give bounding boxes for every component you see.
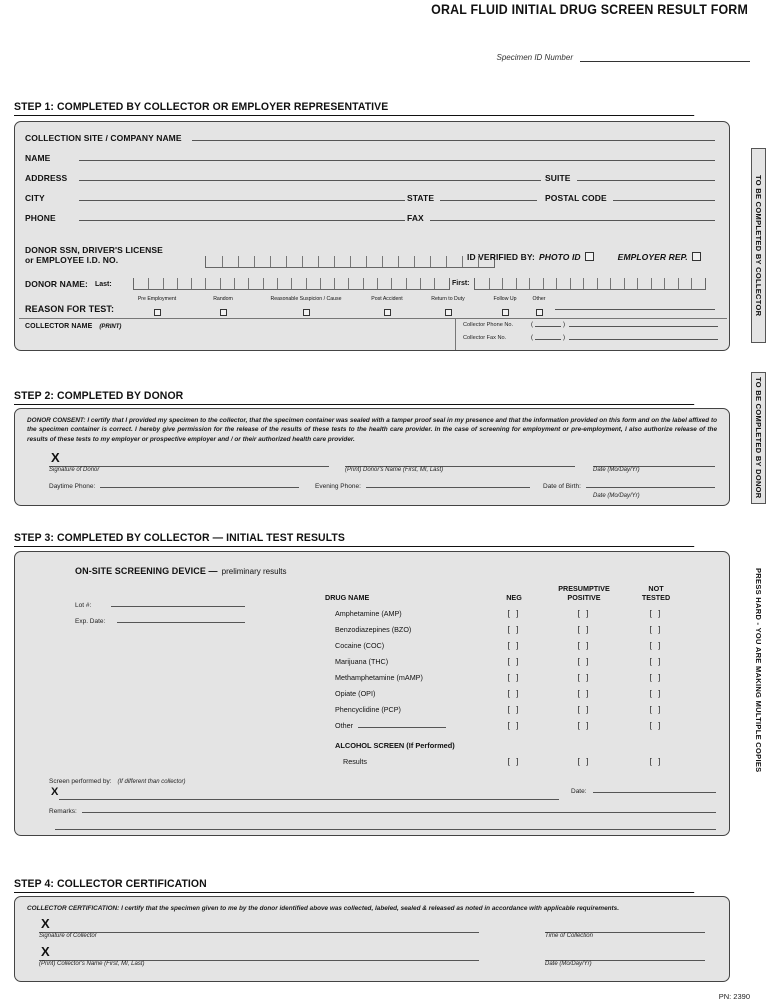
drug-name-other: Other	[325, 717, 485, 733]
reason-option-pre-employment[interactable]: Pre Employment	[125, 296, 189, 320]
drug-name: Marijuana (THC)	[335, 656, 389, 666]
part-number: PN: 2390	[718, 992, 750, 1001]
donor-ssn-comb-input[interactable]	[205, 256, 495, 268]
neg-checkbox-mamp[interactable]: [ ]	[507, 672, 521, 682]
page-title: ORAL FLUID INITIAL DRUG SCREEN RESULT FORM	[431, 2, 748, 17]
neg-checkbox-alcohol[interactable]: [ ]	[507, 756, 521, 766]
step2-heading: STEP 2: COMPLETED BY DONOR	[14, 390, 694, 405]
reason-checkbox-random[interactable]	[220, 309, 227, 316]
reason-option-other[interactable]: Other	[523, 296, 555, 320]
fax-input[interactable]	[430, 219, 715, 221]
donor-name-label: DONOR NAME:	[25, 279, 88, 289]
drug-name: Opiate (OPI)	[335, 688, 376, 698]
col-drug-name: DRUG NAME	[325, 593, 370, 602]
alcohol-results-label: Results	[343, 756, 367, 766]
fax-label: FAX	[407, 213, 424, 223]
photo-id-checkbox[interactable]	[585, 252, 594, 261]
reason-checkbox-follow-up[interactable]	[502, 309, 509, 316]
step3-panel	[14, 551, 730, 836]
name-input[interactable]	[79, 159, 715, 161]
sidebar-tab-collector: TO BE COMPLETED BY COLLECTOR	[751, 148, 766, 343]
reason-checkbox-return-to-duty[interactable]	[445, 309, 452, 316]
remarks-input-line1[interactable]	[82, 811, 716, 813]
neg-checkbox-coc[interactable]: [ ]	[507, 640, 521, 650]
collector-phone-input[interactable]	[569, 325, 718, 327]
suite-input[interactable]	[577, 179, 715, 181]
collector-signature-caption: Signature of Collector	[39, 933, 97, 939]
screen-performed-signature-input[interactable]	[59, 798, 559, 800]
daytime-phone-label: Daytime Phone:	[49, 483, 96, 490]
specimen-id-input[interactable]	[580, 50, 750, 62]
donor-first-name-comb-input[interactable]	[474, 278, 706, 290]
table-row	[325, 637, 687, 653]
alcohol-heading-row	[325, 733, 687, 753]
reason-checkbox-post-accident[interactable]	[384, 309, 391, 316]
not-tested-checkbox-other[interactable]: [ ]	[649, 720, 663, 730]
table-row	[325, 605, 687, 621]
screen-date-label: Date:	[571, 788, 587, 795]
not-tested-checkbox-pcp[interactable]: [ ]	[649, 704, 663, 714]
donor-consent-label: DONOR CONSENT:	[27, 417, 86, 424]
donor-consent-body: I certify that I provided my specimen to the collector, that the specimen container was sealed with a tamper proof seal in my presence and that the information provided on this form and on the label affixed to the specimen container is correct. I hereby give permission for the release of the results of these tests to the health care provider. In the case of screening for employment or pre-employment, I also authorize release of the results of these tests to my employer or prospective employer and / or their authorized health care provider.	[27, 417, 717, 443]
reason-option-follow-up[interactable]: Follow Up	[481, 296, 529, 320]
screen-performed-x-mark: X	[51, 786, 59, 798]
sidebar-tab-donor: TO BE COMPLETED BY DONOR	[751, 372, 766, 504]
not-tested-checkbox-bzo[interactable]: [ ]	[649, 624, 663, 634]
collector-fax-label: Collector Fax No.	[463, 335, 507, 341]
col-presumptive-positive: PRESUMPTIVE POSITIVE	[558, 584, 610, 602]
reason-for-test-label: REASON FOR TEST:	[25, 304, 115, 314]
donor-first-label: First:	[452, 280, 470, 287]
phone-input[interactable]	[79, 219, 405, 221]
drug-name: Cocaine (COC)	[335, 640, 385, 650]
neg-checkbox-other[interactable]: [ ]	[507, 720, 521, 730]
step2-panel	[14, 408, 730, 506]
drug-name: Amphetamine (AMP)	[335, 608, 402, 618]
table-row	[325, 669, 687, 685]
screen-performed-by-label: Screen performed by:	[49, 778, 112, 785]
reason-other-input[interactable]	[555, 308, 715, 310]
table-row	[325, 685, 687, 701]
phone-label: PHONE	[25, 213, 56, 223]
positive-checkbox-other[interactable]: [ ]	[577, 720, 591, 730]
positive-checkbox-opi[interactable]: [ ]	[577, 688, 591, 698]
exp-date-input[interactable]	[117, 621, 245, 623]
step4-heading: STEP 4: COLLECTOR CERTIFICATION	[14, 878, 694, 893]
suite-label: SUITE	[545, 173, 571, 183]
photo-id-label: PHOTO ID	[538, 252, 581, 262]
collector-signature-input[interactable]	[39, 931, 479, 933]
reason-checkbox-pre-employment[interactable]	[154, 309, 161, 316]
lot-input[interactable]	[111, 605, 245, 607]
collector-name-print-hint: (PRINT)	[99, 324, 122, 330]
screening-device-label: ON-SITE SCREENING DEVICE —	[75, 566, 218, 576]
collector-fax-area-input[interactable]	[535, 338, 561, 340]
not-tested-checkbox-thc[interactable]: [ ]	[649, 656, 663, 666]
collector-certification-body: I certify that the specimen given to me by the donor identified above was collected, labeled, sealed & released as noted in accordance with applicable requirements.	[121, 905, 619, 912]
address-label: ADDRESS	[25, 173, 68, 183]
evening-phone-input[interactable]	[366, 486, 530, 488]
screening-device-sub: preliminary results	[221, 567, 287, 576]
specimen-id-label: Specimen ID Number	[496, 53, 573, 62]
reason-option-reasonable-suspicion[interactable]: Reasonable Suspicion / Cause	[251, 296, 361, 320]
name-label: NAME	[25, 153, 51, 163]
collector-name-label: COLLECTOR NAME	[25, 323, 93, 330]
col-not-tested: NOT TESTED	[641, 584, 671, 602]
drug-rows	[325, 605, 687, 769]
specimen-id-field[interactable]	[497, 50, 750, 62]
donor-ssn-label: DONOR SSN, DRIVER'S LICENSE or EMPLOYEE I.D. NO.	[25, 245, 163, 265]
collector-fax-input[interactable]	[569, 338, 718, 340]
neg-checkbox-thc[interactable]: [ ]	[507, 656, 521, 666]
positive-checkbox-mamp[interactable]: [ ]	[577, 672, 591, 682]
positive-checkbox-pcp[interactable]: [ ]	[577, 704, 591, 714]
table-header-row	[325, 584, 687, 605]
table-row	[325, 753, 687, 769]
donor-date-caption: Date (Mo/Day/Yr)	[593, 467, 640, 473]
sidebar-note-press-hard: PRESS HARD - YOU ARE MAKING MULTIPLE COPIES	[754, 567, 763, 773]
collector-phone-area-input[interactable]	[535, 325, 561, 327]
not-tested-checkbox-opi[interactable]: [ ]	[649, 688, 663, 698]
table-row	[325, 621, 687, 637]
screen-date-input[interactable]	[593, 791, 716, 793]
date-of-birth-label: Date of Birth:	[543, 483, 581, 490]
neg-checkbox-pcp[interactable]: [ ]	[507, 704, 521, 714]
neg-checkbox-bzo[interactable]: [ ]	[507, 624, 521, 634]
step4-panel	[14, 896, 730, 982]
state-input[interactable]	[440, 199, 537, 201]
reason-option-random[interactable]: Random	[195, 296, 251, 320]
collector-contact-divider	[455, 318, 457, 350]
remarks-input-line2[interactable]	[55, 828, 716, 830]
collector-certification-text	[27, 904, 717, 913]
employer-rep-checkbox[interactable]	[692, 252, 701, 261]
state-label: STATE	[407, 193, 435, 203]
collector-signature-x-mark: X	[41, 916, 50, 931]
donor-print-name-caption: (Print) Donor's Name (First, MI, Last)	[345, 467, 444, 473]
collector-print-name-caption: (Print) Collector's Name (First, MI, Last)	[39, 961, 145, 967]
address-input[interactable]	[79, 179, 541, 181]
donor-last-name-comb-input[interactable]	[133, 278, 450, 290]
reason-option-return-to-duty[interactable]: Return to Duty	[419, 296, 477, 320]
time-of-collection-caption: Time of Collection	[545, 933, 593, 939]
table-row	[325, 701, 687, 717]
step1-heading: STEP 1: COMPLETED BY COLLECTOR OR EMPLOYER REPRESENTATIVE	[14, 101, 694, 116]
not-tested-checkbox-amp[interactable]: [ ]	[649, 608, 663, 618]
donor-signature-caption: Signature of Donor	[49, 467, 100, 473]
collection-site-label: COLLECTION SITE / COMPANY NAME	[25, 133, 182, 143]
collection-site-input[interactable]	[192, 139, 715, 141]
positive-checkbox-coc[interactable]: [ ]	[577, 640, 591, 650]
reason-checkbox-other[interactable]	[536, 309, 543, 316]
date-of-birth-input[interactable]	[586, 486, 715, 488]
postal-code-input[interactable]	[613, 199, 715, 201]
lot-label: Lot #:	[75, 602, 92, 609]
positive-checkbox-bzo[interactable]: [ ]	[577, 624, 591, 634]
collector-date-caption: Date (Mo/Day/Yr)	[545, 961, 592, 967]
exp-date-label: Exp. Date:	[75, 618, 106, 625]
step3-heading: STEP 3: COMPLETED BY COLLECTOR — INITIAL TEST RESULTS	[14, 532, 694, 547]
neg-checkbox-opi[interactable]: [ ]	[507, 688, 521, 698]
id-verified-label: ID VERIFIED BY:	[467, 252, 535, 262]
postal-code-label: POSTAL CODE	[545, 193, 607, 203]
drug-name: Phencyclidine (PCP)	[335, 704, 401, 714]
evening-phone-label: Evening Phone:	[315, 483, 361, 490]
not-tested-checkbox-coc[interactable]: [ ]	[649, 640, 663, 650]
positive-checkbox-amp[interactable]: [ ]	[577, 608, 591, 618]
drug-name: Methamphetamine (mAMP)	[335, 672, 423, 682]
remarks-label: Remarks:	[49, 808, 77, 815]
donor-last-label: Last:	[94, 281, 112, 288]
city-label: CITY	[25, 193, 45, 203]
city-input[interactable]	[79, 199, 405, 201]
collector-phone-label: Collector Phone No.	[463, 322, 514, 328]
daytime-phone-input[interactable]	[100, 486, 299, 488]
collector-certification-label: COLLECTOR CERTIFICATION:	[27, 905, 120, 912]
drug-results-table	[325, 584, 687, 769]
alcohol-screen-heading: ALCOHOL SCREEN (If Performed)	[335, 740, 455, 750]
collector-print-x-mark: X	[41, 944, 50, 959]
drug-name: Benzodiazepines (BZO)	[335, 624, 412, 634]
positive-checkbox-alcohol[interactable]: [ ]	[577, 756, 591, 766]
donor-consent-text	[27, 416, 717, 444]
reason-option-post-accident[interactable]: Post Accident	[357, 296, 417, 320]
date-of-birth-caption: Date (Mo/Day/Yr)	[593, 493, 640, 499]
neg-checkbox-amp[interactable]: [ ]	[507, 608, 521, 618]
employer-rep-label: EMPLOYER REP.	[617, 252, 688, 262]
screen-performed-by-note: (If different than collector)	[117, 779, 186, 785]
table-row	[325, 717, 687, 733]
step1-panel: COLLECTION SITE / COMPANY NAME NAME ADDRESS SUITE CITY STATE POSTAL CODE PHONE FAX DONOR SSN, DRIVER'S LICENSE or EMPLOYEE I.D. NO. ID VERIFIED BY: PHOTO ID EMPLOYER REP. DONOR NAME: Last: First: REASON FOR TEST: Pre Employment Random Reasonable Suspicion / Cause Post Accident Return to Duty Follow Up Other COLLECTOR NAME (PRINT) Collector Phone No. ( ) Collector Fax No. ( )	[14, 121, 730, 351]
donor-signature-x-mark: X	[51, 450, 60, 465]
not-tested-checkbox-mamp[interactable]: [ ]	[649, 672, 663, 682]
reason-checkbox-reasonable-suspicion[interactable]	[303, 309, 310, 316]
not-tested-checkbox-alcohol[interactable]: [ ]	[649, 756, 663, 766]
positive-checkbox-thc[interactable]: [ ]	[577, 656, 591, 666]
table-row	[325, 653, 687, 669]
drug-other-input[interactable]	[358, 727, 446, 728]
col-neg: NEG	[506, 593, 522, 602]
